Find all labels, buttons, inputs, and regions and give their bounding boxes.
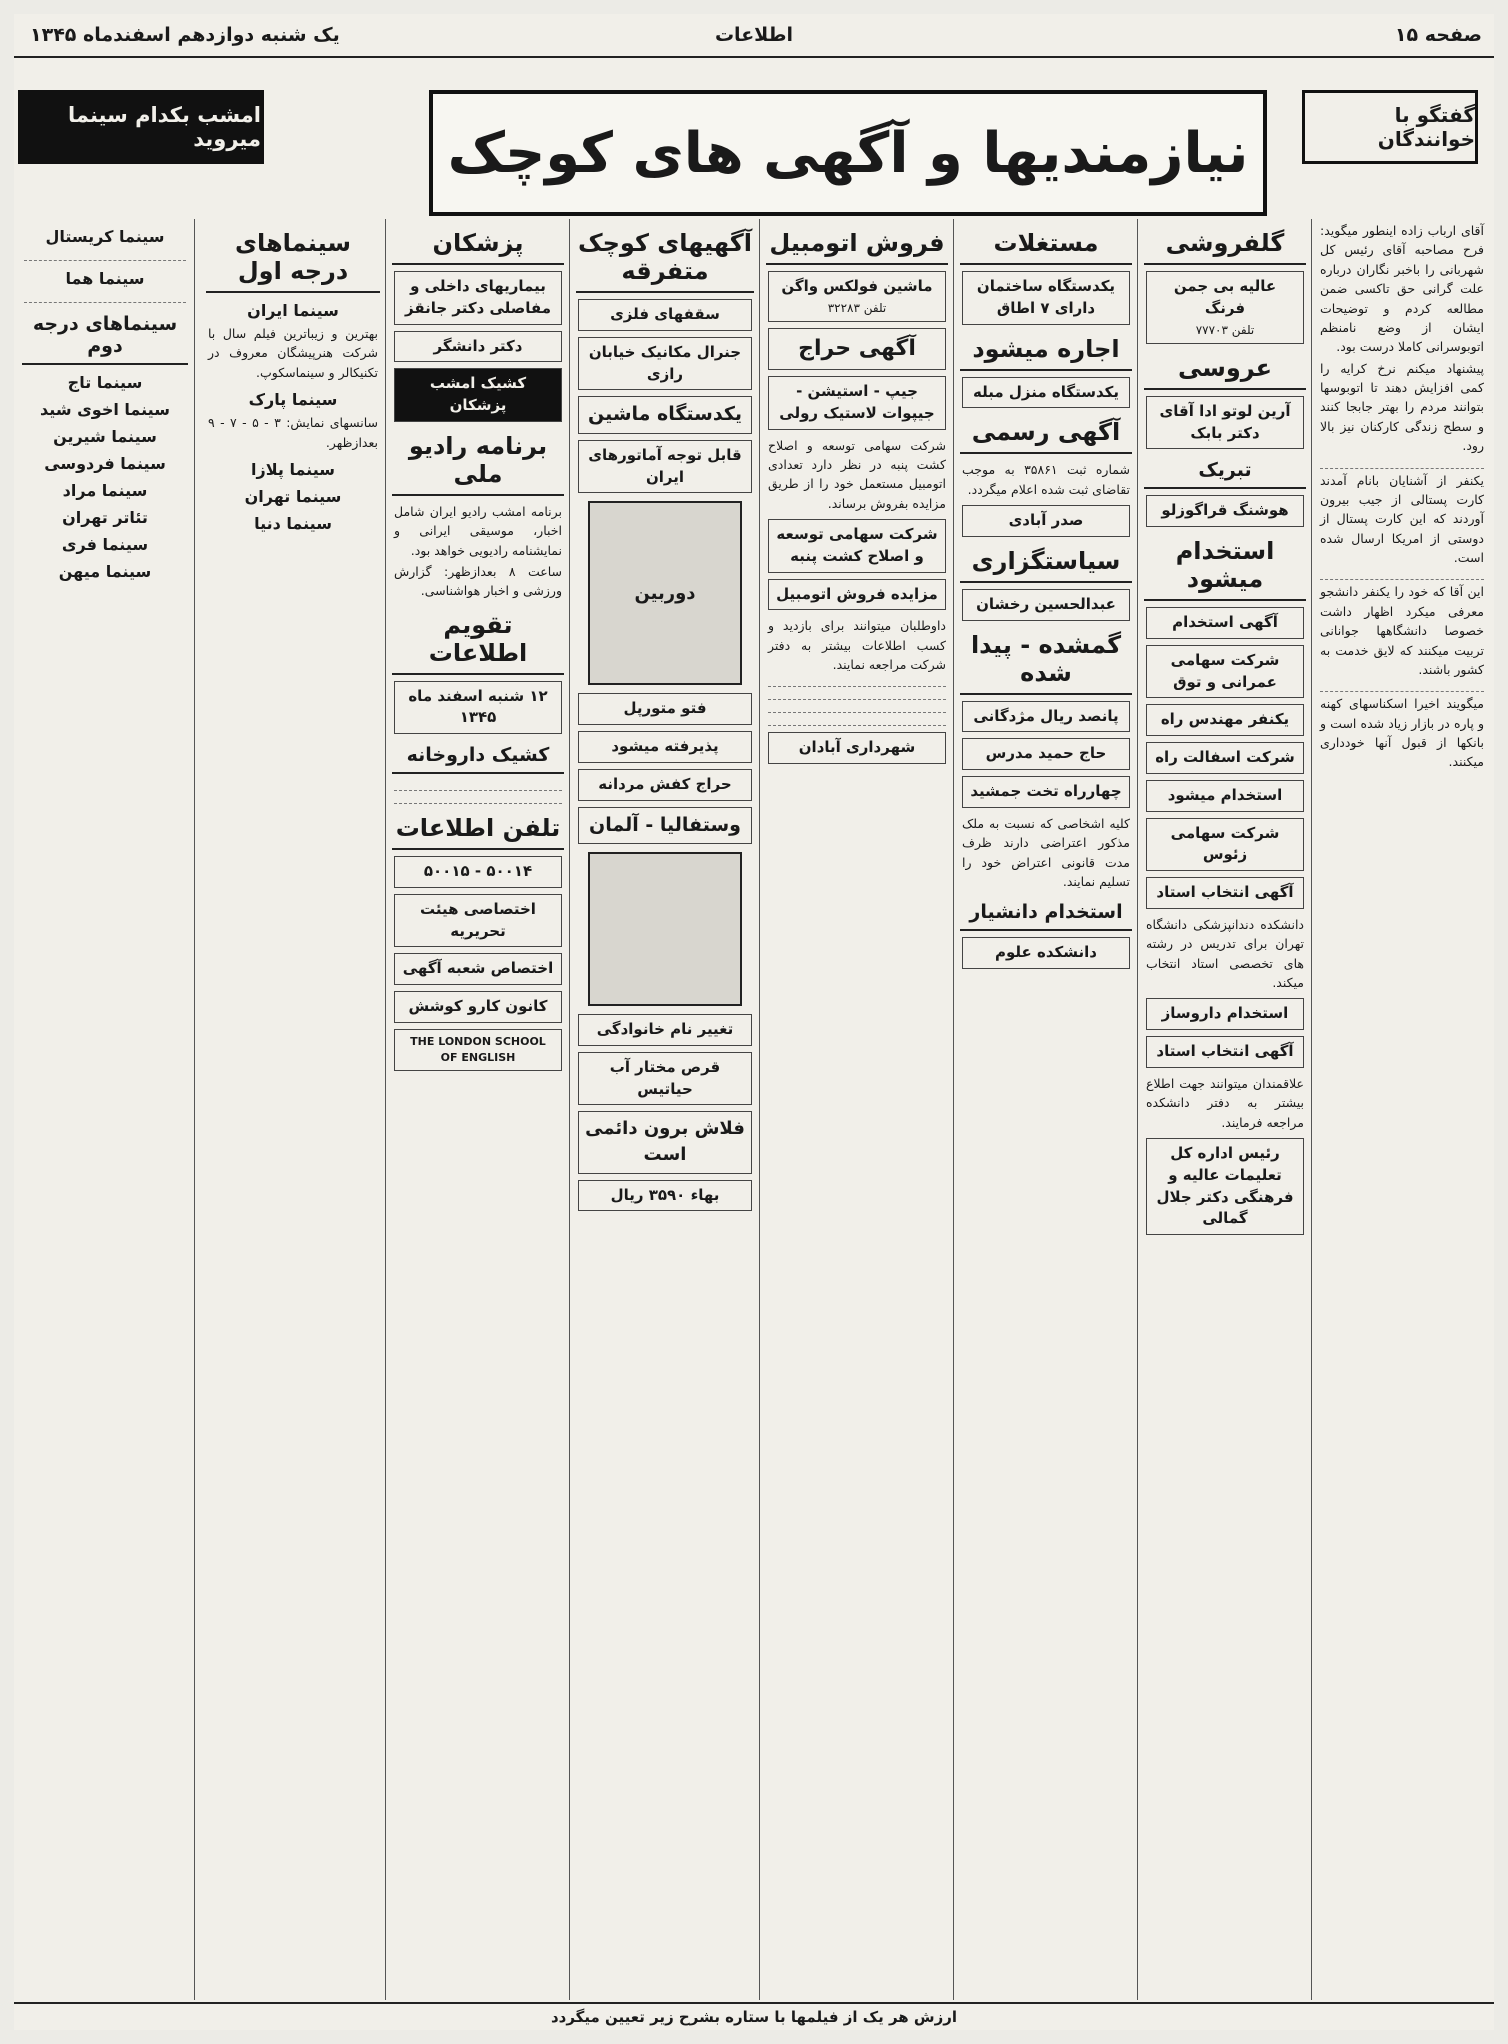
newspaper-page — [14, 14, 1494, 2030]
ad-box: قابل توجه آماتورهای ایران — [578, 440, 752, 494]
divider — [24, 250, 186, 261]
column-rule — [1137, 219, 1138, 2000]
ad-box: یکدستگاه منزل مبله — [962, 377, 1130, 409]
misc-column — [574, 219, 756, 2000]
cinema-name: سینما فردوسی — [44, 454, 166, 473]
divider — [1320, 569, 1484, 580]
ad-box: ۵۰۰۱۴ - ۵۰۰۱۵ — [394, 856, 562, 888]
cinema-name: سینما اخوی شید — [40, 400, 170, 419]
calendar-date: ۱۲ شنبه اسفند ماه ۱۳۴۵ — [394, 681, 562, 735]
cinema-name: سینما میهن — [58, 562, 152, 581]
machine-image — [588, 852, 742, 1006]
ad-box: جیپ - استیشن - جیپوات لاستیک رولی — [768, 376, 946, 430]
ad-text: کلیه اشخاصی که نسبت به ملک مذکور اعتراضی دارند ظرف مدت قانونی اعتراض خود را تسلیم نمایند. — [962, 815, 1130, 889]
divider — [768, 702, 946, 713]
column-rule — [385, 219, 386, 2000]
cinema-name: سینما شیرین — [53, 427, 157, 446]
cinema-name: سینما مراد — [62, 481, 148, 500]
ad-box: استخدام میشود — [1146, 780, 1304, 812]
ad-box: شهرداری آبادان — [768, 732, 946, 764]
ad-box: عبدالحسین رخشان — [962, 589, 1130, 621]
cinema-column — [204, 219, 382, 2000]
section-heading: سینماهای درجه اول — [206, 225, 380, 293]
section-heading: عروسی — [1144, 350, 1306, 390]
ad-box: اختصاص شعبه آگهی — [394, 953, 562, 985]
column-rule — [1311, 219, 1312, 2000]
ad-box: آگهی انتخاب استاد — [1146, 1036, 1304, 1068]
ad-box: آگهی انتخاب استاد — [1146, 877, 1304, 909]
ad-box: یکدستگاه ماشین — [578, 396, 752, 434]
cinema-text: سانسهای نمایش: ۳ - ۵ - ۷ - ۹ بعدازظهر. — [208, 415, 379, 450]
column-rule — [194, 219, 195, 2000]
readers-column — [1316, 219, 1488, 2000]
cinema-name: سینما پلازا — [251, 459, 335, 479]
readers-paragraph: این آقا که خود را یکنفر دانشجو معرفی میکرد اظهار داشت خصوصا دانشگاهها جوانانی تربیت میکنند که لایق خدمت به کشور باشند. — [1320, 584, 1484, 677]
real-estate-column — [958, 219, 1134, 2000]
section-heading: پزشکان — [392, 225, 564, 265]
divider — [24, 292, 186, 303]
masthead — [14, 14, 1494, 58]
ad-box: شرکت سهامی زئوس — [1146, 818, 1304, 872]
ad-box: حاج حمید مدرس — [962, 738, 1130, 770]
ad-box: آرین لوتو ادا آقای دکتر بابک — [1146, 396, 1304, 450]
ad-box: صدر آبادی — [962, 505, 1130, 537]
section-heading: گلفروشی — [1144, 225, 1306, 265]
ad-box: بیماریهای داخلی و مفاصلی دکتر جانقز — [394, 271, 562, 325]
section-heading: گمشده - پیدا شده — [960, 627, 1132, 695]
cars-column — [764, 219, 950, 2000]
issue-date: یک شنبه دوازدهم اسفندماه ۱۳۴۵ — [30, 24, 340, 46]
section-heading: استخدام میشود — [1144, 533, 1306, 601]
ad-text: دانشکده دندانپزشکی دانشگاه تهران برای تدریس در رشته های تخصصی استاد انتخاب میکند. — [1146, 916, 1304, 991]
ad-box: شرکت سهامی عمرانی و توق — [1146, 645, 1304, 699]
ad-box: مزایده فروش اتومبیل — [768, 579, 946, 611]
ad-box: فلاش برون دائمی است — [578, 1111, 752, 1173]
banner-title: نیازمندیها و آگهی های کوچک — [447, 120, 1249, 186]
cinema-name: سینما تاج — [67, 373, 143, 392]
page-number: صفحه ۱۵ — [1394, 24, 1482, 46]
cinema-corner-header: امشب بکدام سینما میروید — [18, 90, 264, 164]
divider — [768, 689, 946, 700]
ad-text: شرکت سهامی توسعه و اصلاح کشت پنبه در نظر دارد تعدادی اتومبیل مستعمل خود را از طریق مزایده بفروش برساند. — [768, 437, 946, 511]
ad-box: بهاء ۳۵۹۰ ریال — [578, 1180, 752, 1212]
ad-box: استخدام داروساز — [1146, 998, 1304, 1030]
section-heading: آگهیهای کوچک متفرقه — [576, 225, 754, 293]
column-rule — [569, 219, 570, 2000]
readers-paragraph: میگویند اخیرا اسکناسهای کهنه و پاره در بازار زیاد شده است و بانکها از قبول آنها خودداری میکنند. — [1320, 696, 1484, 770]
section-heading: تبریک — [1144, 455, 1306, 489]
section-heading: آگهی رسمی — [960, 414, 1132, 454]
cinema-column-2 — [20, 219, 190, 2000]
ad-box: جنرال مکانیک خیابان رازی — [578, 337, 752, 391]
ad-box: هوشنگ قراگوزلو — [1146, 495, 1304, 527]
ad-box: تغییر نام خانوادگی — [578, 1014, 752, 1046]
ad-box: رئیس اداره کل تعلیمات عالیه و فرهنگی دکتر جلال گمالی — [1146, 1138, 1304, 1235]
ad-box: دانشکده علوم — [962, 937, 1130, 969]
section-heading: برنامه رادیو ملی — [392, 428, 564, 496]
readers-paragraph: آقای ارباب زاده اینطور میگوید: فرح مصاحبه آقای رئیس کل شهربانی را باخبر نگاران درباره علت گرانی حق تاکسی ضمن مطالعه کردم و توضیحات ایشان از وضع نامنظم اتوبوسرانی کاملا درست بود. — [1320, 223, 1484, 355]
cinema-name: سینما پارک — [248, 390, 338, 410]
ad-box: دکتر دانشگر — [394, 331, 562, 363]
divider — [1320, 681, 1484, 692]
ad-text: داوطلبان میتوانند برای بازدید و کسب اطلاعات بیشتر به دفتر شرکت مراجعه نمایند. — [768, 618, 946, 673]
section-heading: فروش اتومبیل — [766, 225, 948, 265]
ad-box: THE LONDON SCHOOL OF ENGLISH — [394, 1029, 562, 1071]
classified-banner — [429, 90, 1267, 216]
cinema-name: سینما دنیا — [254, 513, 332, 533]
cinema-name: سینما فری — [61, 535, 149, 554]
divider — [394, 793, 562, 804]
ad-box: یکنفر مهندس راه — [1146, 704, 1304, 736]
readers-paragraph: یکنفر از آشنایان بانام آمدند کارت پستالی از جیب بیرون آوردند که این کارت پستال از دوستی از امریکا ارسال شده است. — [1320, 472, 1484, 565]
divider — [1320, 458, 1484, 469]
ad-box: پذیرفته میشود — [578, 731, 752, 763]
ad-text: شماره ثبت ۳۵۸۶۱ به موجب تقاضای ثبت شده اعلام میگردد. — [962, 462, 1130, 497]
divider — [394, 780, 562, 791]
section-heading: اجاره میشود — [960, 331, 1132, 371]
employment-column — [1142, 219, 1308, 2000]
ad-box: شرکت اسفالت راه — [1146, 742, 1304, 774]
ad-box: آگهی استخدام — [1146, 607, 1304, 639]
ad-box: قرص مختار آب حیاتیس — [578, 1052, 752, 1106]
divider — [768, 715, 946, 726]
cinema-name: سینما ایران — [247, 301, 339, 320]
doctors-column — [390, 219, 566, 2000]
paper-name: اطلاعات — [714, 24, 794, 46]
column-rule — [759, 219, 760, 2000]
section-heading: تلفن اطلاعات — [392, 810, 564, 850]
section-heading: سیاستگزاری — [960, 543, 1132, 583]
ad-box: کشیک امشب پزشکان — [394, 368, 562, 422]
radio-text: ساعت ۸ بعدازظهر: گزارش ورزشی و اخبار هواشناسی. — [394, 563, 562, 599]
ad-box: کانون کارو کوشش — [394, 991, 562, 1023]
section-heading: استخدام دانشیار — [960, 897, 1132, 931]
readers-corner-header: گفتگو با خوانندگان — [1302, 90, 1478, 164]
ad-box: یکدستگاه ساختمان دارای ۷ اطاق — [962, 271, 1130, 325]
ad-box: آگهی حراج — [768, 328, 946, 370]
cinema-name: تئاتر تهران — [62, 508, 148, 527]
cinema-text: بهترین و زیباترین فیلم سال با شرکت هنرپیشگان معروف در تکنیکالر و سینماسکوپ. — [208, 326, 378, 380]
ad-box: وستفالیا - آلمان — [578, 807, 752, 845]
ad-box: اختصاصی هیئت تحریریه — [394, 894, 562, 948]
cinema-name: سینما کریستال — [45, 227, 165, 246]
rating-footer: ارزش هر یک از فیلمها با ستاره بشرح زیر تعیین میگردد — [14, 2002, 1494, 2030]
readers-paragraph: پیشنهاد میکنم نرخ کرایه را کمی افزایش دهند تا اتوبوسها بتوانند مردم را بهتر جابجا کنند و سطح زندگی کارکنان نیز بالا رود. — [1320, 360, 1484, 454]
cinema-name: سینما تهران — [244, 486, 342, 506]
ad-box: شرکت سهامی توسعه و اصلاح کشت پنبه — [768, 519, 946, 573]
section-heading: سینماهای درجه دوم — [22, 309, 188, 365]
ad-box: پانصد ریال مژدگانی — [962, 701, 1130, 733]
ad-box: ماشین فولکس واگن تلفن ۳۲۲۸۳ — [768, 271, 946, 322]
section-heading: مستغلات — [960, 225, 1132, 265]
column-rule — [953, 219, 954, 2000]
ad-box: حراج کفش مردانه — [578, 769, 752, 801]
radio-text: برنامه امشب رادیو ایران شامل اخبار، موسیقی ایرانی و نمایشنامه رادیویی خواهد بود. — [394, 503, 562, 558]
divider — [768, 676, 946, 687]
section-heading: کشیک داروخانه — [392, 740, 564, 774]
section-heading: تقویم اطلاعات — [392, 607, 564, 675]
ad-box: سقفهای فلزی — [578, 299, 752, 331]
ad-box: عالیه بی جمن فرنگ تلفن ۷۷۷۰۳ — [1146, 271, 1304, 344]
ad-text: علاقمندان میتوانند جهت اطلاع بیشتر به دفتر دانشکده مراجعه فرمایند. — [1146, 1075, 1304, 1130]
cinema-name: سینما هما — [65, 269, 145, 288]
camera-image: دوربین — [588, 501, 742, 685]
ad-box: فتو متورپل — [578, 693, 752, 725]
ad-box: چهارراه تخت جمشید — [962, 776, 1130, 808]
